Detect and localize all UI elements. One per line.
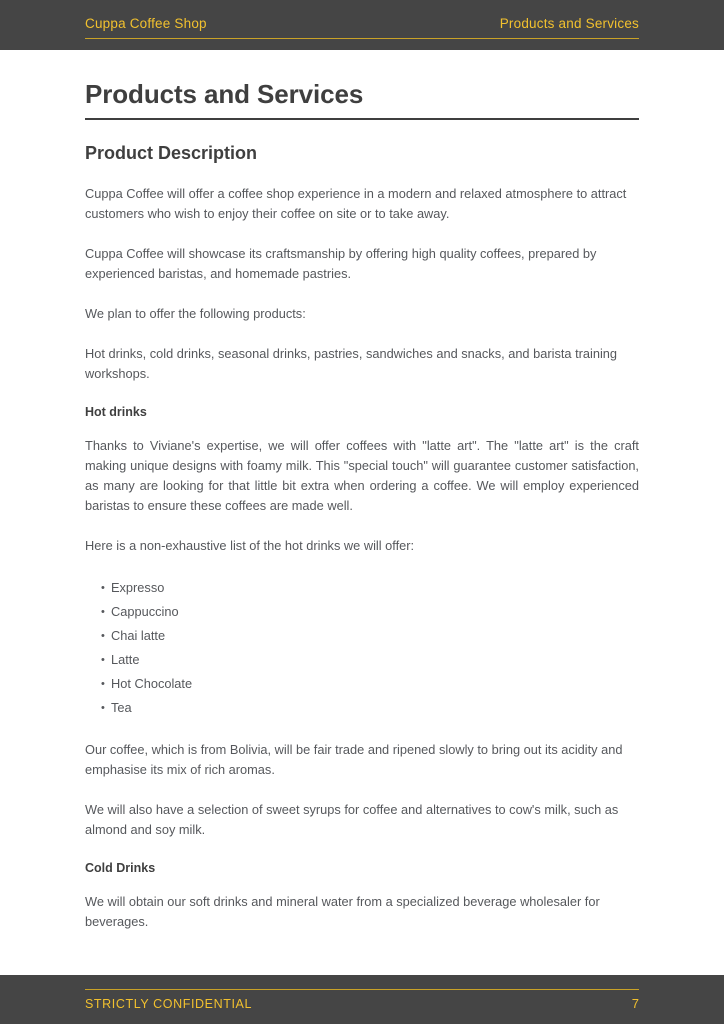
footer-content <box>85 989 639 1012</box>
list-item: • Hot Chocolate <box>101 672 639 696</box>
subheading-hot-drinks: Hot drinks <box>85 405 147 419</box>
paragraph-list-intro: Here is a non-exhaustive list of the hot drinks we will offer: <box>85 538 415 553</box>
list-item: • Tea <box>101 696 639 720</box>
list-item: • Expresso <box>101 576 639 600</box>
subheading-cold-drinks: Cold Drinks <box>85 861 156 875</box>
title-divider <box>85 118 639 120</box>
footer-page-number: 7 <box>631 996 639 1011</box>
hot-drinks-list <box>85 576 639 720</box>
header-company-name: Cuppa Coffee Shop <box>85 16 207 31</box>
header-content <box>85 16 639 39</box>
list-item: • Latte <box>101 648 639 672</box>
header-section-name: Products and Services <box>499 16 639 31</box>
page-footer-bar <box>0 975 724 1024</box>
page-title: Products and Services <box>85 79 364 109</box>
paragraph-syrups-and-milk: We will also have a selection of sweet syrups for coffee and alternatives to cow's milk, such as almond and soy milk. <box>85 802 619 837</box>
paragraph-bolivia-coffee: Our coffee, which is from Bolivia, will be fair trade and ripened slowly to bring out its acidity and emphasise its mix of rich aromas. <box>85 742 623 777</box>
document-page <box>0 50 724 975</box>
list-item: • Chai latte <box>101 624 639 648</box>
footer-confidentiality-notice: STRICTLY CONFIDENTIAL <box>85 997 253 1011</box>
paragraph-intro-3: We plan to offer the following products: <box>85 306 306 321</box>
paragraph-intro-4: Hot drinks, cold drinks, seasonal drinks, pastries, sandwiches and snacks, and barista training workshops. <box>85 346 618 381</box>
page-header-bar <box>0 0 724 50</box>
section-heading-product-description: Product Description <box>85 143 258 163</box>
paragraph-intro-2: Cuppa Coffee will showcase its craftsmanship by offering high quality coffees, prepared by experienced baristas, and homemade pastries. <box>85 246 597 281</box>
paragraph-latte-art: Thanks to Viviane's expertise, we will offer coffees with "latte art". The "latte art" is the craft making unique designs with foamy milk. This "special touch" will guarantee customer satisfaction, as many are looking for that little bit extra when ordering a coffee. We will employ experienced baristas to ensure these coffees are made well. <box>85 438 639 513</box>
paragraph-cold-drinks: We will obtain our soft drinks and mineral water from a specialized beverage wholesaler for beverages. <box>85 894 600 929</box>
paragraph-intro-1: Cuppa Coffee will offer a coffee shop experience in a modern and relaxed atmosphere to attract customers who wish to enjoy their coffee on site or to take away. <box>85 186 627 221</box>
list-item: • Cappuccino <box>101 600 639 624</box>
